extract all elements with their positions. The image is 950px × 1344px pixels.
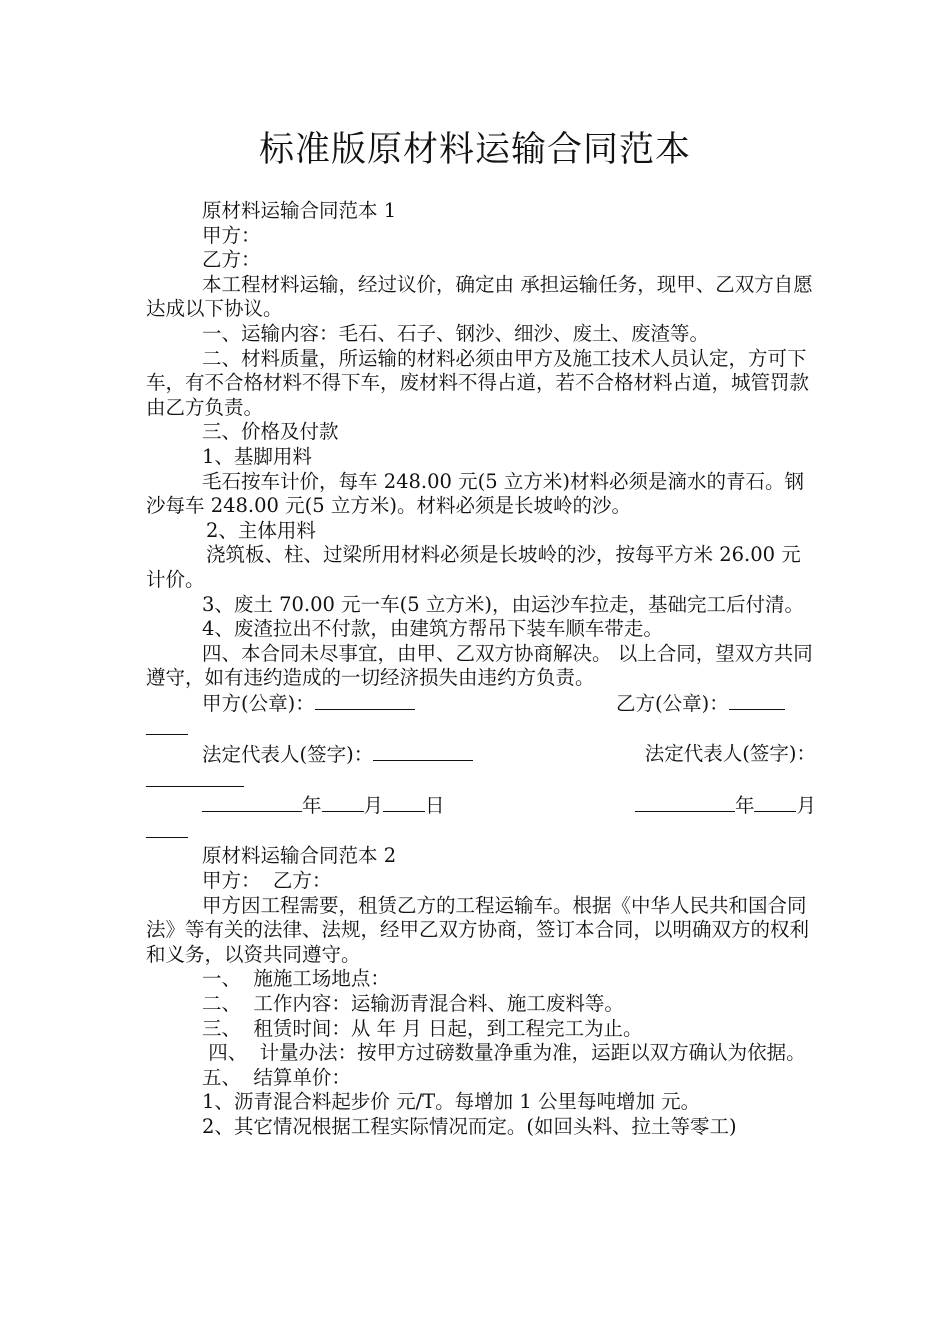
item-1-title: 1、基脚用料 xyxy=(202,444,312,468)
sample2-clause-5-1: 1、沥青混合料起步价 元/T。每增加 1 公里每吨增加 元。 xyxy=(202,1090,701,1114)
seal-a-label: 甲方(公章)： xyxy=(202,691,315,715)
date-b-month: 月 xyxy=(796,794,816,818)
date-a-day: 日 xyxy=(425,794,445,818)
sample2-clause-5: 五、 结算单价： xyxy=(202,1065,351,1089)
sample2-clause-4: 四、 计量办法：按甲方过磅数量净重为准，运距以双方确认为依据。 xyxy=(202,1041,806,1065)
date-row xyxy=(146,793,816,819)
clause-3: 三、价格及付款 xyxy=(202,420,339,444)
sample2-clause-1: 一、 施施工场地点： xyxy=(202,967,390,991)
item-4: 4、废渣拉出不付款，由建筑方帮吊下装车顺车带走。 xyxy=(202,617,663,641)
rep-b-blank xyxy=(146,768,816,794)
seal-row xyxy=(146,691,816,717)
sample2-intro: 甲方因工程需要，租赁乙方的工程运输车。根据《中华人民共和国合同法》等有关的法律、法规，经甲乙双方协商，签订本合同，以明确双方的权利和义务，以资共同遵守。 xyxy=(146,893,810,966)
seal-b-blank xyxy=(729,691,785,710)
item-2-text: 浇筑板、柱、过梁所用材料必须是长坡岭的沙，按每平方米 26.00 元计价。 xyxy=(146,543,801,591)
clause-1: 一、运输内容：毛石、石子、钢沙、细沙、废土、废渣等。 xyxy=(202,321,710,345)
clause-2: 二、材料质量，所运输的材料必须由甲方及施工技术人员认定，方可下车，有不合格材料不得下车，废材料不得占道，若不合格材料占道，城管罚款由乙方负责。 xyxy=(146,346,810,419)
date-a-year: 年 xyxy=(302,794,322,818)
item-3: 3、废土 70.00 元一车(5 立方米)，由运沙车拉走，基础完工后付清。 xyxy=(202,592,804,616)
document-title: 标准版原材料运输合同范本 xyxy=(258,130,691,170)
rep-a-label: 法定代表人(签字)： xyxy=(202,743,374,767)
date-a-month: 月 xyxy=(363,794,384,818)
sample2-clause-2: 二、 工作内容：运输沥青混合料、施工废料等。 xyxy=(202,992,624,1015)
item-1-text: 毛石按车计价，每车 248.00 元(5 立方米)材料必须是滴水的青石。钢沙每车 248.00 元(5 立方米)。材料必须是长坡岭的沙。 xyxy=(146,469,804,518)
rep-row xyxy=(146,742,816,768)
rep-b-label: 法定代表人(签字)： xyxy=(644,742,816,766)
sample2-parties: 甲方： 乙方： xyxy=(202,869,332,893)
sample2-clause-3: 三、 租赁时间：从 年 月 日起，到工程完工为止。 xyxy=(202,1016,643,1040)
date-b-year: 年 xyxy=(734,794,755,818)
seal-b-blank-cont xyxy=(146,716,816,742)
sample1-intro: 本工程材料运输，经过议价，确定由 承担运输任务，现甲、乙双方自愿达成以下协议。 xyxy=(146,272,813,321)
item-2-title: 2、主体用料 xyxy=(206,518,316,542)
party-a-line: 甲方： xyxy=(202,223,261,247)
sample1-heading: 原材料运输合同范本 1 xyxy=(202,199,397,222)
document-body xyxy=(146,199,816,1140)
sample2-clause-5-2: 2、其它情况根据工程实际情况而定。(如回头料、拉土等零工) xyxy=(202,1114,737,1138)
seal-a-blank xyxy=(315,691,415,710)
sample2-heading: 原材料运输合同范本 2 xyxy=(202,844,397,868)
seal-b-label: 乙方(公章)： xyxy=(616,691,729,715)
rep-a-blank xyxy=(373,742,473,761)
date-b-blank xyxy=(146,819,816,845)
clause-4: 四、本合同未尽事宜，由甲、乙双方协商解决。 以上合同，望双方共同遵守，如有违约造成的一切经济损失由违约方负责。 xyxy=(146,641,813,690)
party-b-line: 乙方： xyxy=(202,248,261,272)
